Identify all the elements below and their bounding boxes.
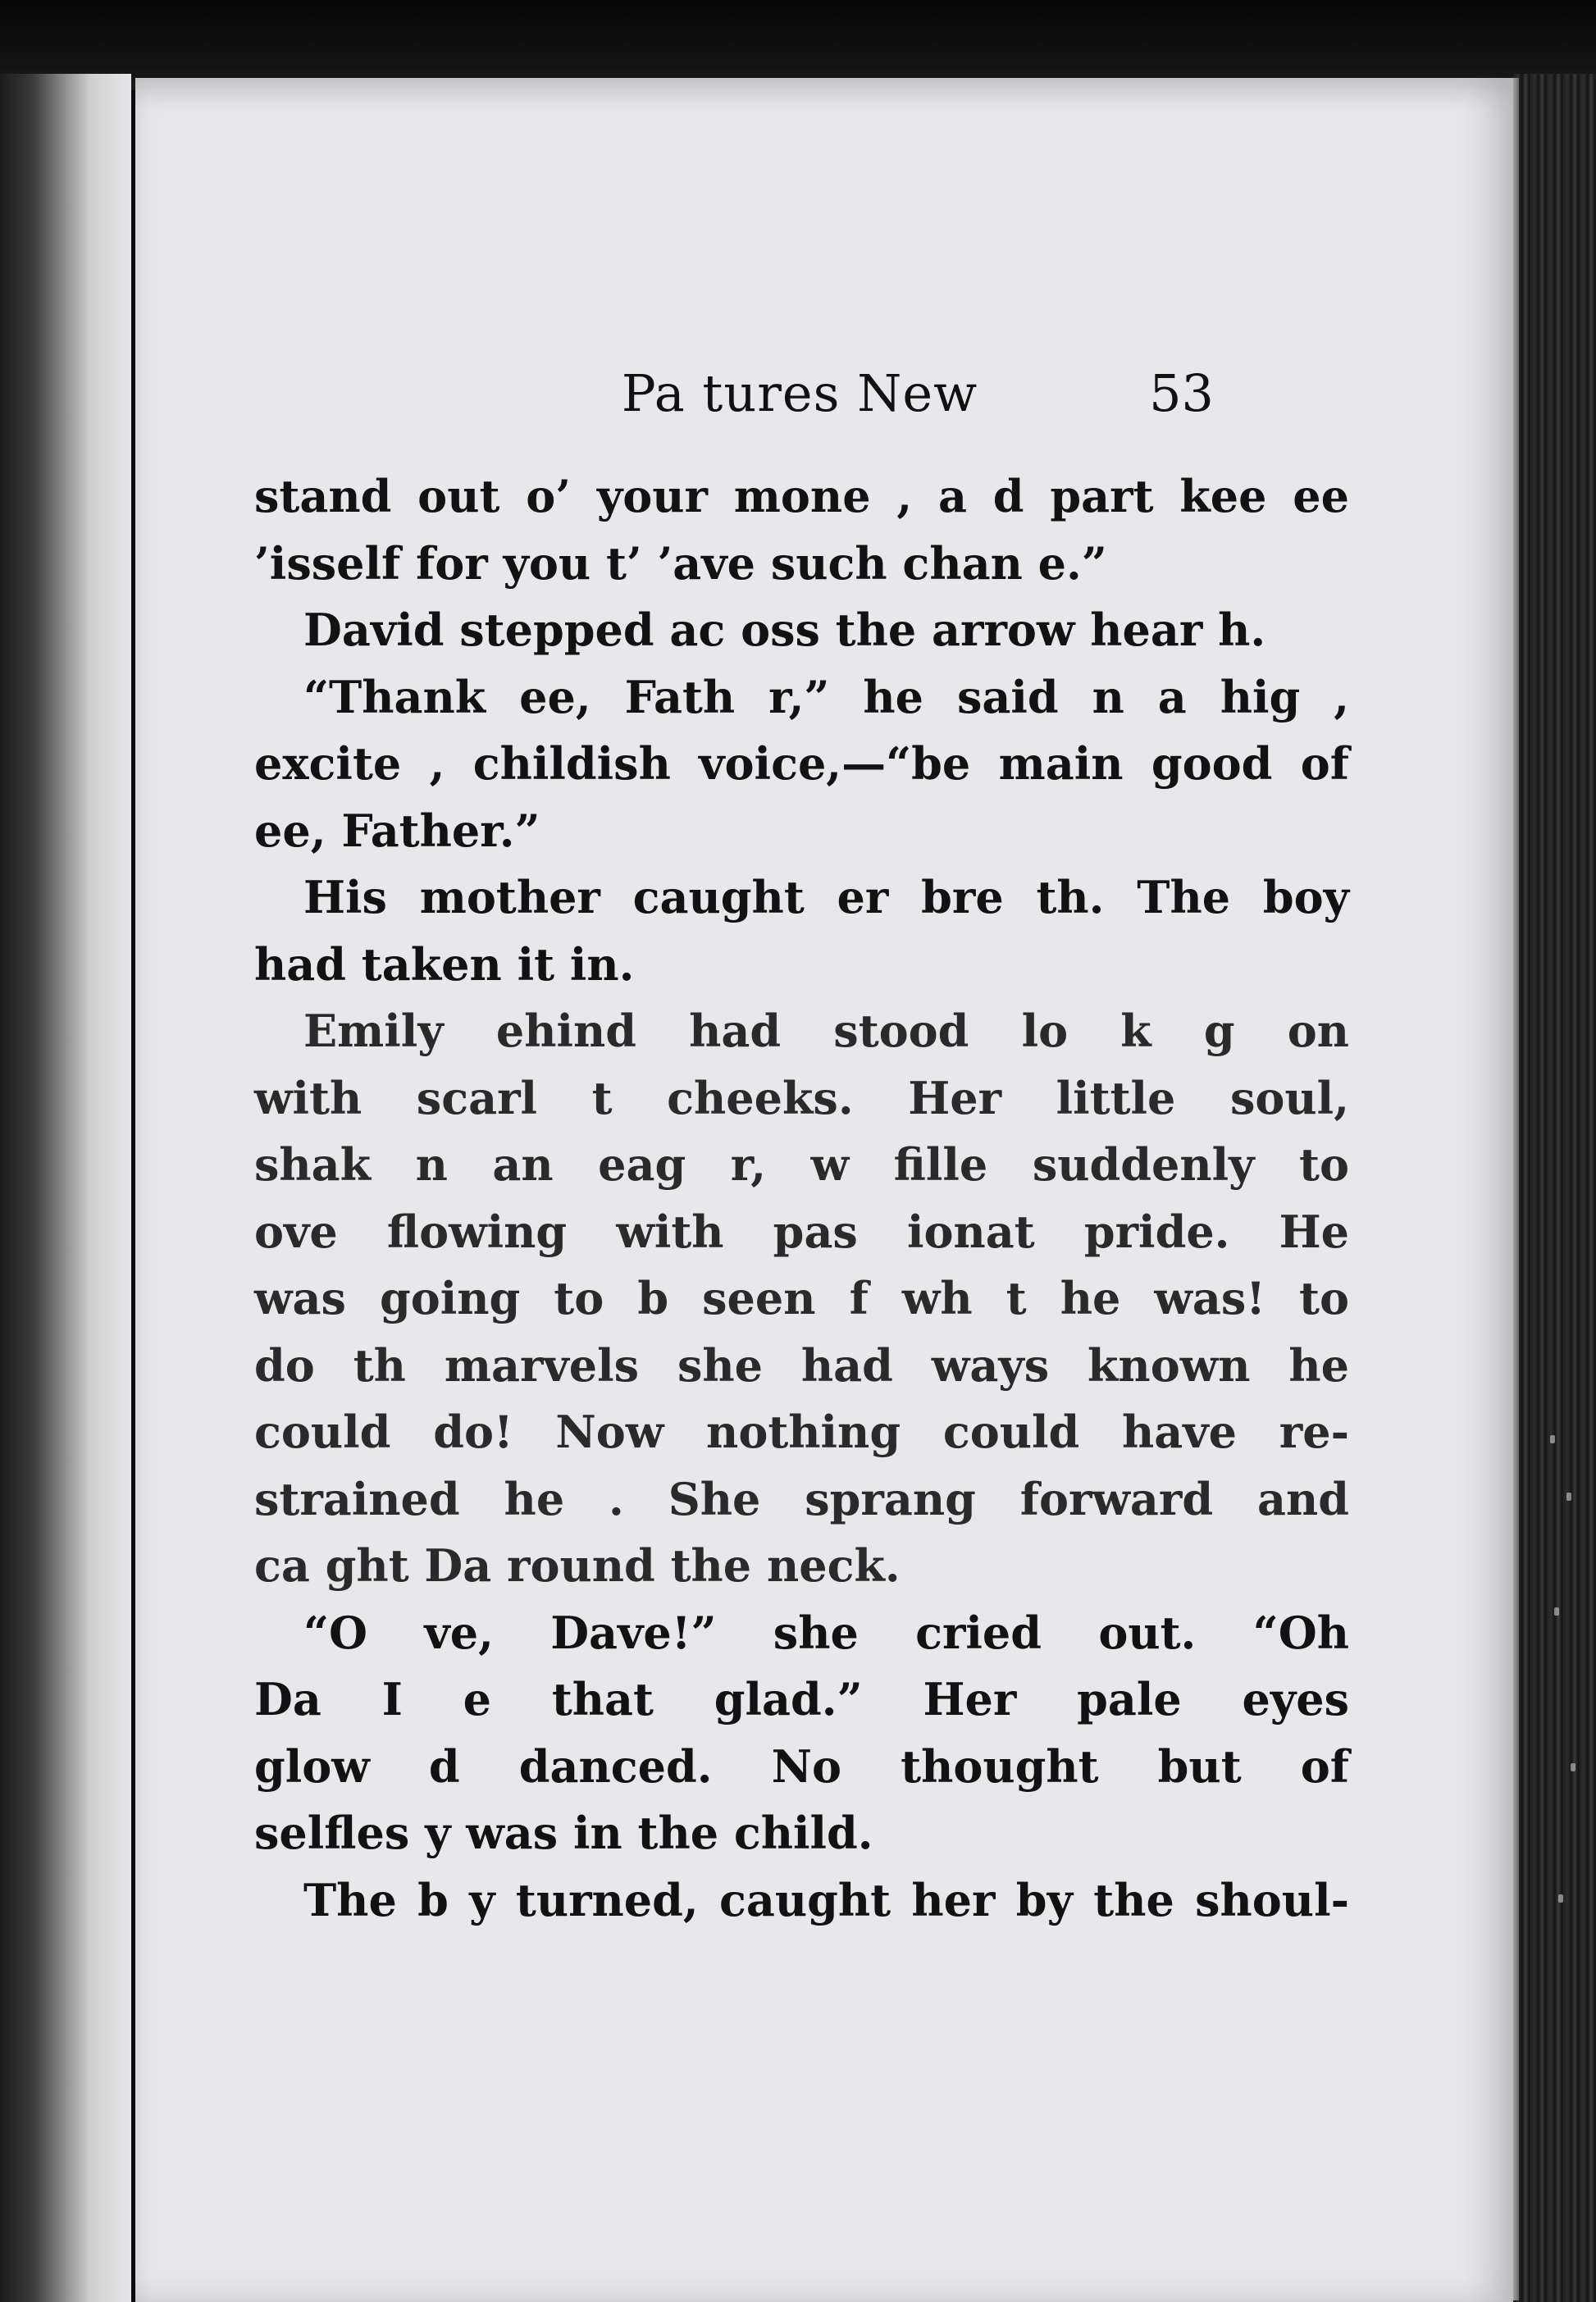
page-number: 53 (1149, 363, 1214, 423)
body-text (254, 463, 1349, 1934)
text-line: ’isself for you t’ ’ave such chan e.” (254, 536, 1107, 590)
text-line: Emily ehind had stood lo k g on (303, 1005, 1349, 1057)
text-line: was going to b seen f wh t he was! to (254, 1272, 1349, 1324)
text-line: shak n an eag r, w fille suddenly to (254, 1138, 1349, 1191)
text-line: glow d danced. No thought but of (254, 1739, 1349, 1793)
text-line: Da I e that glad.” Her pale eyes (254, 1673, 1349, 1725)
text-line: could do! Now nothing could have re- (254, 1406, 1349, 1458)
scan-background (0, 0, 1596, 90)
text-line: David stepped ac oss the arrow hear h. (303, 604, 1266, 656)
text-line: ove flowing with pas ionat pride. He (254, 1205, 1349, 1258)
text-line: selfles y was in the child. (254, 1807, 873, 1859)
scan-speck (1571, 1763, 1575, 1771)
book-binding (0, 74, 131, 2302)
scan-speck (1558, 1894, 1563, 1903)
text-line: ca ght Da round the neck. (254, 1539, 901, 1592)
running-head (135, 357, 1513, 431)
book-edge (1513, 74, 1596, 2302)
text-line: His mother caught er bre th. The boy (303, 871, 1349, 923)
text-line: “Thank ee, Fath r,” he said n a hig , (303, 670, 1349, 723)
text-line: do th marvels she had ways known he (254, 1338, 1349, 1392)
text-line: “O ve, Dave!” she cried out. “Oh (303, 1606, 1349, 1659)
text-line: with scarl t cheeks. Her little soul, (254, 1071, 1349, 1124)
scan-speck (1554, 1607, 1559, 1616)
text-line: excite , childish voice,—“be main good of (254, 737, 1349, 790)
text-line: The b y turned, caught her by the shoul- (303, 1873, 1349, 1926)
text-line: strained he . She sprang forward and (254, 1472, 1349, 1525)
text-line: had taken it in. (254, 937, 635, 991)
running-title: Pa tures New (621, 363, 978, 423)
text-line: ee, Father.” (254, 804, 540, 857)
scan-speck (1566, 1493, 1571, 1501)
scan-speck (1550, 1435, 1555, 1443)
text-line: stand out o’ your mone , a d part kee ee (254, 470, 1349, 522)
book-page (135, 78, 1513, 2302)
